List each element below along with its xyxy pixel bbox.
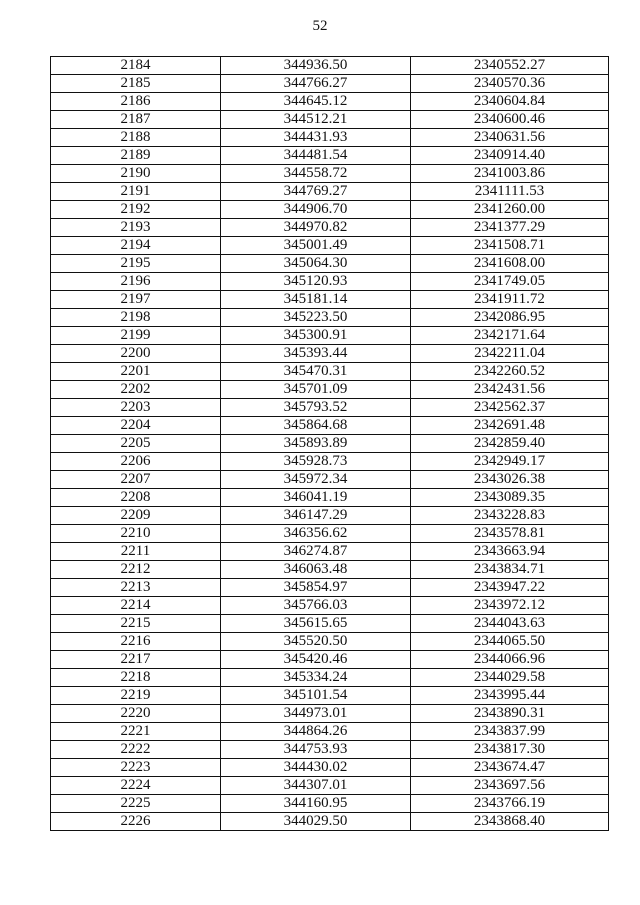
point-number-cell: 2184 [51,57,221,75]
y-coordinate-cell: 2343947.22 [411,579,609,597]
table-row [51,435,609,453]
point-number-cell: 2190 [51,165,221,183]
x-coordinate-cell: 344970.82 [221,219,411,237]
table-row [51,129,609,147]
table-row [51,705,609,723]
y-coordinate-cell: 2342691.48 [411,417,609,435]
table-row [51,309,609,327]
table-row [51,381,609,399]
y-coordinate-cell: 2340604.84 [411,93,609,111]
point-number-cell: 2216 [51,633,221,651]
y-coordinate-cell: 2343837.99 [411,723,609,741]
x-coordinate-cell: 344973.01 [221,705,411,723]
x-coordinate-cell: 344769.27 [221,183,411,201]
x-coordinate-cell: 346274.87 [221,543,411,561]
x-coordinate-cell: 345615.65 [221,615,411,633]
point-number-cell: 2197 [51,291,221,309]
y-coordinate-cell: 2342431.56 [411,381,609,399]
point-number-cell: 2193 [51,219,221,237]
point-number-cell: 2209 [51,507,221,525]
x-coordinate-cell: 345393.44 [221,345,411,363]
table-row [51,75,609,93]
x-coordinate-cell: 345334.24 [221,669,411,687]
point-number-cell: 2185 [51,75,221,93]
table-row [51,795,609,813]
point-number-cell: 2203 [51,399,221,417]
point-number-cell: 2200 [51,345,221,363]
coordinates-table-body [51,57,609,831]
table-row [51,327,609,345]
y-coordinate-cell: 2340631.56 [411,129,609,147]
y-coordinate-cell: 2343834.71 [411,561,609,579]
x-coordinate-cell: 344766.27 [221,75,411,93]
point-number-cell: 2199 [51,327,221,345]
table-row [51,417,609,435]
x-coordinate-cell: 345223.50 [221,309,411,327]
table-row [51,219,609,237]
point-number-cell: 2213 [51,579,221,597]
table-row [51,777,609,795]
point-number-cell: 2186 [51,93,221,111]
point-number-cell: 2202 [51,381,221,399]
table-row [51,183,609,201]
x-coordinate-cell: 345793.52 [221,399,411,417]
point-number-cell: 2214 [51,597,221,615]
x-coordinate-cell: 344481.54 [221,147,411,165]
point-number-cell: 2204 [51,417,221,435]
x-coordinate-cell: 344430.02 [221,759,411,777]
x-coordinate-cell: 345001.49 [221,237,411,255]
point-number-cell: 2205 [51,435,221,453]
table-row [51,615,609,633]
point-number-cell: 2221 [51,723,221,741]
y-coordinate-cell: 2344029.58 [411,669,609,687]
table-row [51,291,609,309]
table-row [51,165,609,183]
x-coordinate-cell: 344512.21 [221,111,411,129]
y-coordinate-cell: 2342859.40 [411,435,609,453]
x-coordinate-cell: 344864.26 [221,723,411,741]
y-coordinate-cell: 2340552.27 [411,57,609,75]
point-number-cell: 2224 [51,777,221,795]
table-row [51,399,609,417]
y-coordinate-cell: 2343995.44 [411,687,609,705]
table-row [51,507,609,525]
y-coordinate-cell: 2343026.38 [411,471,609,489]
y-coordinate-cell: 2342562.37 [411,399,609,417]
x-coordinate-cell: 344307.01 [221,777,411,795]
y-coordinate-cell: 2343766.19 [411,795,609,813]
y-coordinate-cell: 2343228.83 [411,507,609,525]
table-row [51,669,609,687]
x-coordinate-cell: 346356.62 [221,525,411,543]
table-row [51,471,609,489]
x-coordinate-cell: 344936.50 [221,57,411,75]
point-number-cell: 2196 [51,273,221,291]
x-coordinate-cell: 344160.95 [221,795,411,813]
point-number-cell: 2188 [51,129,221,147]
point-number-cell: 2192 [51,201,221,219]
table-row [51,651,609,669]
point-number-cell: 2189 [51,147,221,165]
table-row [51,147,609,165]
y-coordinate-cell: 2342171.64 [411,327,609,345]
y-coordinate-cell: 2340570.36 [411,75,609,93]
y-coordinate-cell: 2343972.12 [411,597,609,615]
y-coordinate-cell: 2343890.31 [411,705,609,723]
table-row [51,93,609,111]
point-number-cell: 2207 [51,471,221,489]
point-number-cell: 2220 [51,705,221,723]
y-coordinate-cell: 2343697.56 [411,777,609,795]
y-coordinate-cell: 2343817.30 [411,741,609,759]
point-number-cell: 2217 [51,651,221,669]
y-coordinate-cell: 2344043.63 [411,615,609,633]
table-row [51,57,609,75]
y-coordinate-cell: 2341111.53 [411,183,609,201]
table-row [51,345,609,363]
x-coordinate-cell: 346147.29 [221,507,411,525]
point-number-cell: 2210 [51,525,221,543]
y-coordinate-cell: 2341911.72 [411,291,609,309]
point-number-cell: 2198 [51,309,221,327]
table-row [51,561,609,579]
x-coordinate-cell: 345120.93 [221,273,411,291]
point-number-cell: 2208 [51,489,221,507]
table-row [51,723,609,741]
y-coordinate-cell: 2343578.81 [411,525,609,543]
x-coordinate-cell: 345854.97 [221,579,411,597]
x-coordinate-cell: 344753.93 [221,741,411,759]
y-coordinate-cell: 2341377.29 [411,219,609,237]
y-coordinate-cell: 2341608.00 [411,255,609,273]
y-coordinate-cell: 2341749.05 [411,273,609,291]
y-coordinate-cell: 2340600.46 [411,111,609,129]
point-number-cell: 2215 [51,615,221,633]
x-coordinate-cell: 346041.19 [221,489,411,507]
point-number-cell: 2195 [51,255,221,273]
point-number-cell: 2219 [51,687,221,705]
table-row [51,237,609,255]
table-row [51,489,609,507]
table-row [51,201,609,219]
page-number: 52 [312,18,328,34]
x-coordinate-cell: 344431.93 [221,129,411,147]
y-coordinate-cell: 2342260.52 [411,363,609,381]
y-coordinate-cell: 2342086.95 [411,309,609,327]
point-number-cell: 2212 [51,561,221,579]
table-row [51,255,609,273]
y-coordinate-cell: 2343868.40 [411,813,609,831]
x-coordinate-cell: 344906.70 [221,201,411,219]
point-number-cell: 2201 [51,363,221,381]
point-number-cell: 2226 [51,813,221,831]
table-row [51,525,609,543]
table-row [51,741,609,759]
x-coordinate-cell: 344558.72 [221,165,411,183]
x-coordinate-cell: 345300.91 [221,327,411,345]
y-coordinate-cell: 2343663.94 [411,543,609,561]
table-row [51,579,609,597]
y-coordinate-cell: 2342949.17 [411,453,609,471]
point-number-cell: 2187 [51,111,221,129]
table-row [51,363,609,381]
table-row [51,273,609,291]
x-coordinate-cell: 344029.50 [221,813,411,831]
coordinates-table-container [50,56,608,831]
point-number-cell: 2211 [51,543,221,561]
point-number-cell: 2223 [51,759,221,777]
x-coordinate-cell: 345766.03 [221,597,411,615]
x-coordinate-cell: 345972.34 [221,471,411,489]
table-row [51,543,609,561]
x-coordinate-cell: 345864.68 [221,417,411,435]
y-coordinate-cell: 2341003.86 [411,165,609,183]
coordinates-table [50,56,609,831]
table-row [51,633,609,651]
x-coordinate-cell: 345420.46 [221,651,411,669]
y-coordinate-cell: 2344066.96 [411,651,609,669]
x-coordinate-cell: 345101.54 [221,687,411,705]
y-coordinate-cell: 2344065.50 [411,633,609,651]
x-coordinate-cell: 345928.73 [221,453,411,471]
point-number-cell: 2225 [51,795,221,813]
x-coordinate-cell: 345701.09 [221,381,411,399]
table-row [51,453,609,471]
x-coordinate-cell: 344645.12 [221,93,411,111]
point-number-cell: 2191 [51,183,221,201]
table-row [51,111,609,129]
y-coordinate-cell: 2343089.35 [411,489,609,507]
point-number-cell: 2206 [51,453,221,471]
table-row [51,597,609,615]
x-coordinate-cell: 345893.89 [221,435,411,453]
x-coordinate-cell: 345181.14 [221,291,411,309]
y-coordinate-cell: 2341260.00 [411,201,609,219]
x-coordinate-cell: 345064.30 [221,255,411,273]
x-coordinate-cell: 345520.50 [221,633,411,651]
table-row [51,687,609,705]
x-coordinate-cell: 345470.31 [221,363,411,381]
point-number-cell: 2218 [51,669,221,687]
y-coordinate-cell: 2342211.04 [411,345,609,363]
y-coordinate-cell: 2340914.40 [411,147,609,165]
point-number-cell: 2194 [51,237,221,255]
y-coordinate-cell: 2341508.71 [411,237,609,255]
point-number-cell: 2222 [51,741,221,759]
table-row [51,759,609,777]
table-row [51,813,609,831]
x-coordinate-cell: 346063.48 [221,561,411,579]
y-coordinate-cell: 2343674.47 [411,759,609,777]
